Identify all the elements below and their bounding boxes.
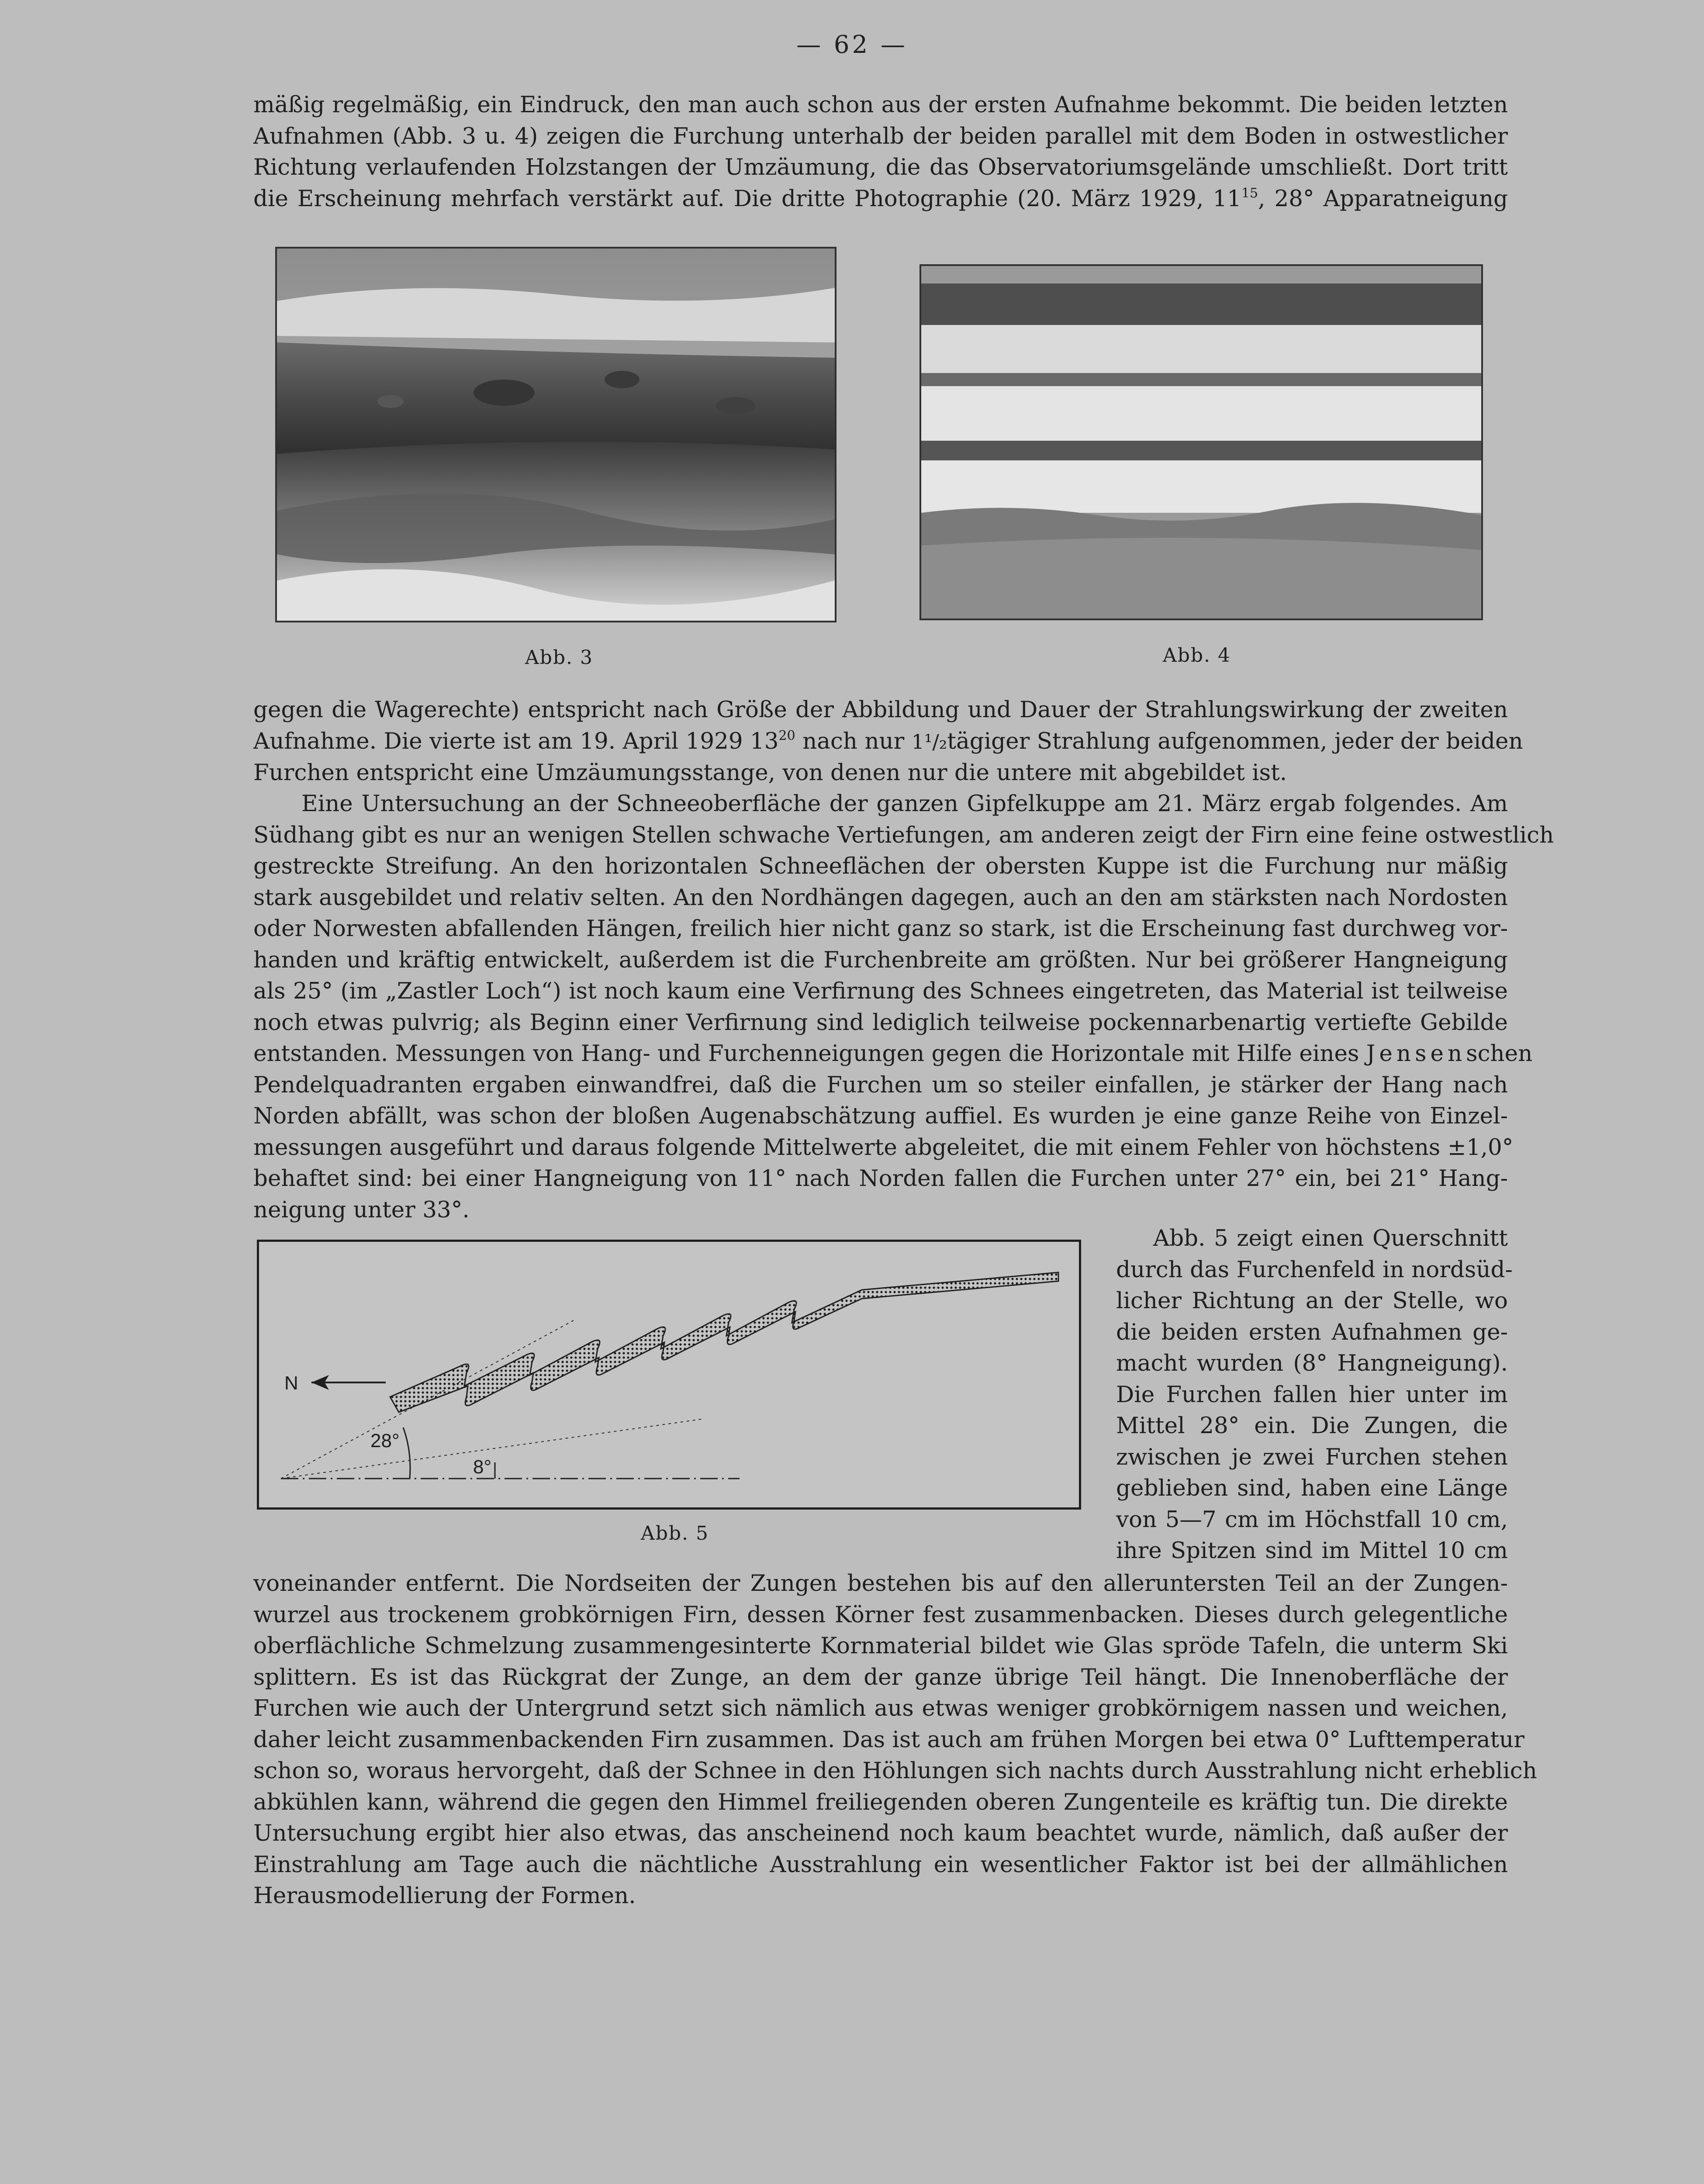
- text-line: Mittel 28° ein. Die Zungen, die: [1116, 1413, 1508, 1439]
- figure-3-caption: Abb. 3: [525, 646, 594, 669]
- page-number: — 62 —: [796, 31, 908, 59]
- slope-line: [281, 1419, 705, 1479]
- text-line: zwischen je zwei Furchen stehen: [1116, 1444, 1508, 1470]
- text-line: macht wurden (8° Hangneigung).: [1116, 1350, 1508, 1376]
- angle-28-label: 28°: [370, 1430, 400, 1451]
- text-line: entstanden. Messungen von Hang- und Furchenneigungen gegen die Horizontale mit Hilfe eines Jensenschen: [253, 1040, 1533, 1067]
- text-line: messungen ausgeführt und daraus folgende Mittelwerte abgeleitet, die mit einem Fehler von höchstens ±1,0°: [253, 1134, 1514, 1161]
- side-column-text: [1116, 1223, 1513, 1567]
- text-line: Pendelquadranten ergaben einwandfrei, daß die Furchen um so steiler einfallen, je stärker der Hang nach: [253, 1071, 1508, 1098]
- text-line: wurzel aus trockenem grobkörnigen Firn, dessen Körner fest zusammenbacken. Dieses durch gelegentliche: [253, 1601, 1508, 1628]
- fence-pole-snow-photo: [277, 249, 835, 621]
- text-line: neigung unter 33°.: [253, 1196, 470, 1223]
- paragraph-4: [253, 1568, 1537, 1912]
- text-line: durch das Furchenfeld in nordsüd-: [1116, 1256, 1513, 1283]
- text-line: Südhang gibt es nur an wenigen Stellen schwache Vertiefungen, am anderen zeigt der Firn eine feine ostwestlich: [253, 822, 1554, 848]
- text-line: ihre Spitzen sind im Mittel 10 cm: [1116, 1538, 1508, 1564]
- text-line: die Erscheinung mehrfach verstärkt auf. Die dritte Photographie (20. März 1929, $11^{15}$, 28° Apparatneigung: [253, 185, 1508, 212]
- text-line: als 25° (im „Zastler Loch“) ist noch kaum eine Verfirnung des Schnees eingetreten, das Material ist teilweise: [253, 978, 1508, 1004]
- angle-8-label: 8°: [473, 1456, 492, 1478]
- text-line: noch etwas pulvrig; als Beginn einer Verfirnung sind lediglich teilweise pockennarbenartig vertiefte Gebilde: [253, 1009, 1508, 1036]
- text-line: Herausmodellierung der Formen.: [253, 1883, 636, 1909]
- text-line: von 5—7 cm im Höchstfall 10 cm,: [1116, 1506, 1508, 1533]
- text-line: oder Norwesten abfallenden Hängen, freilich hier nicht ganz so stark, ist die Erscheinung fast durchweg vor-: [253, 916, 1508, 942]
- furrow-cross-section-diagram: [259, 1242, 1079, 1507]
- text-line: schon so, woraus hervorgeht, daß der Schnee in den Höhlungen sich nachts durch Ausstrahlung nicht erheblich: [253, 1758, 1537, 1784]
- text-line: Aufnahmen (Abb. 3 u. 4) zeigen die Furchung unterhalb der beiden parallel mit dem Boden in ostwestlicher: [253, 123, 1508, 149]
- text-line: mäßig regelmäßig, ein Eindruck, den man auch schon aus der ersten Aufnahme bekommt. Die beiden letzten: [253, 92, 1508, 118]
- text-line: stark ausgebildet und relativ selten. An den Nordhängen dagegen, auch an den am stärksten nach Nordosten: [253, 884, 1508, 911]
- text-line: voneinander entfernt. Die Nordseiten der Zungen bestehen bis auf den alleruntersten Teil an der Zungen-: [253, 1570, 1508, 1597]
- paragraph-2: [253, 695, 1523, 789]
- text-line: oberflächliche Schmelzung zusammengesinterte Kornmaterial bildet wie Glas spröde Tafeln, die unterm Ski: [253, 1633, 1508, 1659]
- text-line: geblieben sind, haben eine Länge: [1116, 1475, 1508, 1501]
- text-line: Abb. 5 zeigt einen Querschnitt: [1153, 1225, 1508, 1251]
- figure-4-photo: [919, 264, 1483, 620]
- text-line: gegen die Wagerechte) entspricht nach Größe der Abbildung und Dauer der Strahlungswirkung der zweiten: [253, 697, 1508, 723]
- text-line: Die Furchen fallen hier unter im: [1116, 1381, 1508, 1408]
- snow-surface-profile: [390, 1272, 1058, 1412]
- figure-3-photo: [275, 247, 836, 622]
- text-line: splittern. Es ist das Rückgrat der Zunge, an dem der ganze übrige Teil hängt. Die Innenoberfläche der: [253, 1664, 1508, 1690]
- figure-5-caption: Abb. 5: [640, 1522, 709, 1545]
- text-line: Einstrahlung am Tage auch die nächtliche Ausstrahlung ein wesentlicher Faktor ist bei der allmählichen: [253, 1851, 1508, 1878]
- north-label: N: [284, 1372, 298, 1394]
- text-line: daher leicht zusammenbackenden Firn zusammen. Das ist auch am frühen Morgen bei etwa 0° Lufttemperatur: [253, 1726, 1524, 1753]
- text-line: abkühlen kann, während die gegen den Himmel freiliegenden oberen Zungenteile es kräftig tun. Die direkte: [253, 1789, 1508, 1815]
- text-line: Aufnahme. Die vierte ist am 19. April 1929 $13^{20}$ nach nur 1¹/₂tägiger Strahlung aufgenommen, jeder der beiden: [253, 728, 1523, 754]
- text-line: Eine Untersuchung an der Schneeoberfläche der ganzen Gipfelkuppe am 21. März ergab folgendes. Am: [301, 791, 1508, 817]
- paragraph-3: [253, 788, 1554, 1226]
- fence-stripes-snow-photo: [921, 266, 1481, 619]
- text-line: Untersuchung ergibt hier also etwas, das anscheinend noch kaum beachtet wurde, nämlich, daß außer der: [253, 1820, 1508, 1846]
- text-line: Norden abfällt, was schon der bloßen Augenabschätzung auffiel. Es wurden je eine ganze Reihe von Einzel-: [253, 1103, 1508, 1129]
- text-line: Furchen entspricht eine Umzäumungsstange, von denen nur die untere mit abgebildet ist.: [253, 760, 1287, 786]
- text-line: handen und kräftig entwickelt, außerdem ist die Furchenbreite am größten. Nur bei größerer Hangneigung: [253, 947, 1508, 973]
- text-line: behaftet sind: bei einer Hangneigung von 11° nach Norden fallen die Furchen unter 27° ein, bei 21° Hang-: [253, 1165, 1508, 1192]
- text-line: licher Richtung an der Stelle, wo: [1116, 1288, 1508, 1314]
- text-line: die beiden ersten Aufnahmen ge-: [1116, 1319, 1508, 1345]
- figure-4-caption: Abb. 4: [1162, 644, 1231, 667]
- figure-5-diagram: [257, 1240, 1081, 1510]
- text-line: Richtung verlaufenden Holzstangen der Umzäumung, die das Observatoriumsgelände umschließt. Dort tritt: [253, 154, 1508, 180]
- paragraph-1: [253, 90, 1508, 214]
- text-line: gestreckte Streifung. An den horizontalen Schneeflächen der obersten Kuppe ist die Furchung nur mäßig: [253, 853, 1508, 879]
- text-line: Furchen wie auch der Untergrund setzt sich nämlich aus etwas weniger grobkörnigem nassen und weichen,: [253, 1695, 1508, 1721]
